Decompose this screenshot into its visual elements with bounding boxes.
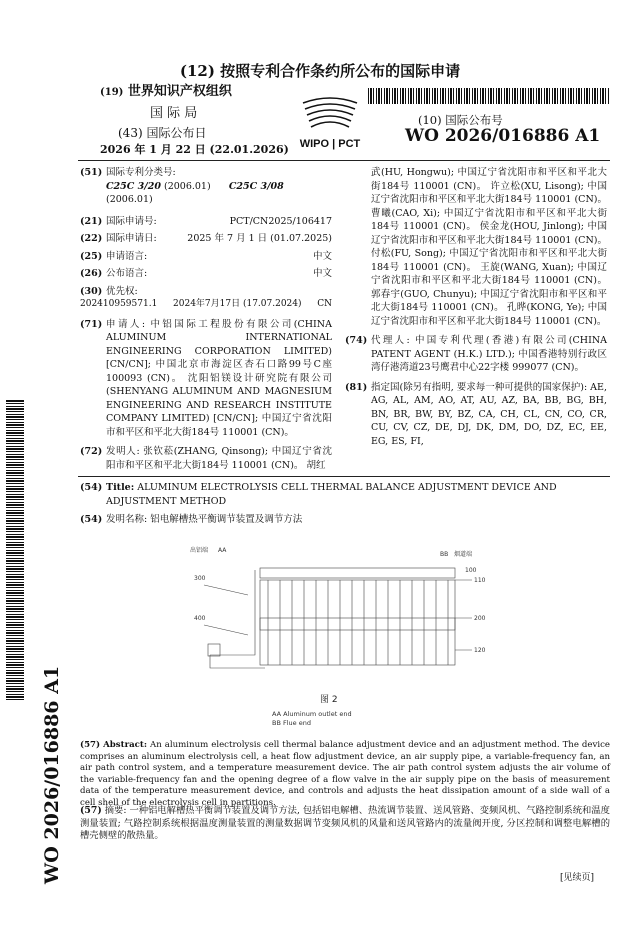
org-line1: 世界知识产权组织 bbox=[127, 84, 232, 99]
fig-ref-100: 100 bbox=[465, 567, 477, 574]
continued-note: [见续页] bbox=[560, 873, 595, 883]
fig-label-aa-cn: 出铝端 bbox=[190, 547, 209, 554]
side-pubno: WO 2026/016886 A1 bbox=[41, 665, 63, 885]
field-30 bbox=[80, 285, 332, 299]
fig-top-frame bbox=[260, 568, 455, 578]
pubdate-value: 2026 年 1 月 22 日 (22.01.2026) bbox=[100, 143, 289, 156]
org-label: (19) bbox=[100, 87, 124, 98]
field-81-num: (81) bbox=[345, 381, 368, 393]
fig-ref-120: 120 bbox=[474, 647, 486, 654]
abstract-en-label: Abstract: bbox=[103, 740, 148, 750]
field-81 bbox=[345, 381, 607, 449]
field-21-label: 国际申请号: bbox=[106, 215, 157, 227]
title-cn-text: 铝电解槽热平衡调节装置及调节方法 bbox=[150, 514, 303, 525]
pubno-value: WO 2026/016886 A1 bbox=[405, 126, 601, 146]
pubdate-label: (43) 国际公布日 bbox=[118, 126, 207, 140]
ipc-class-2-date: (2006.01) bbox=[106, 194, 153, 205]
field-21 bbox=[80, 215, 332, 229]
fig-ref-400: 400 bbox=[194, 615, 206, 622]
field-72-text: 发明人: 张钦菘(ZHANG, Qinsong); 中国辽宁省沈阳市和平区和平北大街184号 110001 (CN)。 胡红 bbox=[106, 446, 332, 471]
title-en bbox=[80, 481, 610, 508]
fig-legend bbox=[272, 710, 352, 728]
field-51 bbox=[80, 166, 332, 180]
ipc-class-1: C25C 3/20 bbox=[106, 180, 161, 192]
fig-fan bbox=[208, 644, 220, 656]
org-line2: 国 际 局 bbox=[150, 106, 198, 121]
field-51-label: 国际专利分类号: bbox=[106, 167, 176, 178]
field-30-num: (30) bbox=[80, 285, 103, 297]
priority-date: 2024年7月17日 (17.07.2024) bbox=[173, 299, 302, 309]
field-54-num-cn: (54) bbox=[80, 514, 103, 525]
field-21-value: PCT/CN2025/106417 bbox=[229, 215, 332, 227]
field-72-num: (72) bbox=[80, 446, 103, 457]
ipc-class-2: C25C 3/08 bbox=[228, 180, 284, 192]
field-25-value: 中文 bbox=[312, 250, 332, 262]
bibliographic-left bbox=[80, 166, 332, 472]
barcode-top bbox=[368, 88, 610, 104]
fig-label-aa: AA bbox=[218, 547, 227, 554]
field-25 bbox=[80, 250, 332, 264]
priority-row bbox=[80, 298, 332, 312]
abstract-en-num: (57) bbox=[80, 740, 101, 750]
field-71-text: 申请人: 中铝国际工程股份有限公司(CHINA ALUMINUM INTERNATIONAL ENGINEERING CORPORATION LIMITED) [CN/CN]; 中国北京市海淀区杏石口路99号C座 100093 (CN)。 沈阳铝镁设计研究院有限公司(SHENYANG ALUMINUM AND MAGNESIUM ENGINEERING AND RESEARCH INSTITUTE COMPANY LIMITED) [CN/CN]; 中国辽宁省沈阳市和平区和平北大街184号 110001 (CN)。 bbox=[106, 318, 332, 438]
field-25-label: 申请语言: bbox=[106, 250, 148, 262]
title-en-label: Title: bbox=[106, 482, 135, 493]
fig-label-bb-cn: 烟道端 bbox=[454, 551, 473, 558]
field-30-label: 优先权: bbox=[106, 285, 138, 297]
wipo-pct-text: WIPO | PCT bbox=[299, 138, 361, 150]
abstract-cn-label: 摘要: bbox=[104, 805, 127, 816]
document-title: (12) 按照专利合作条约所公布的国际申请 bbox=[179, 62, 461, 80]
inventors-continued: 武(HU, Hongwu); 中国辽宁省沈阳市和平区和平北大街184号 110001 (CN)。 许立松(XU, Lisong); 中国辽宁省沈阳市和平区和平北大街184号 110001 (CN)。 曹曦(CAO, Xi); 中国辽宁省沈阳市和平区和平北大街184号 110001 (CN)。 侯金龙(HOU, Jinlong); 中国辽宁省沈阳市和平区和平北大街184号 110001 (CN)。 付松(FU, Song); 中国辽宁省沈阳市和平区和平北大街184号 110001 (CN)。 王旋(WANG, Xuan); 中国辽宁省沈阳市和平区和平北大街184号 110001 (CN)。 郭春宇(GUO, Chunyu); 中国辽宁省沈阳市和平区和平北大街184号 110001 (CN)。 孔晔(KONG, Ye); 中国辽宁省沈阳市和平区和平北大街184号 110001 (CN)。 bbox=[371, 167, 607, 327]
field-26-num: (26) bbox=[80, 268, 103, 279]
pubno-label: (10) 国际公布号 bbox=[418, 113, 503, 127]
fig-legend-bb: BB Flue end bbox=[272, 719, 311, 727]
fig-ref-200: 200 bbox=[474, 615, 486, 622]
patent-figure bbox=[190, 540, 490, 720]
fig-cell-body bbox=[260, 580, 455, 665]
field-26-value: 中文 bbox=[312, 268, 332, 279]
field-74-text: 代理人: 中国专利代理(香港)有限公司(CHINA PATENT AGENT (H.K.) LTD.); 中国香港特别行政区湾仔港湾道23号鹰君中心22字楼 999077 (CN)。 bbox=[371, 335, 607, 373]
abstract-cn-text: 一种铝电解槽热平衡调节装置及调节方法, 包括铝电解槽、热流调节装置、送风管路、变频风机、气路控制系统和温度测量装置; 气路控制系统根据温度测量装置的测量数据调节变频风机的风量和送风管路内的流量阀开度, 分区控制和调整电解槽的槽壳侧壁的散热量。 bbox=[80, 805, 610, 841]
field-71 bbox=[80, 318, 332, 440]
fig-band bbox=[260, 618, 455, 630]
field-22-num: (22) bbox=[80, 233, 103, 244]
field-81-text: 指定国(除另有指明, 要求每一种可提供的国家保护): AE, AG, AL, AM, AO, AT, AU, AZ, BA, BB, BG, BH, BN, BR, BW, BY, BZ, CA, CH, CL, CN, CO, CR, CU, CV, CZ, DE, DJ, DK, DM, DO, DZ, EC, EE, EG, ES, FI, bbox=[371, 381, 607, 447]
ipc-class-1-date: (2006.01) bbox=[163, 180, 211, 192]
field-72 bbox=[80, 445, 332, 472]
title-section bbox=[80, 481, 610, 527]
title-cn-label: 发明名称: bbox=[106, 514, 148, 525]
field-74 bbox=[345, 334, 607, 375]
field-54-num: (54) bbox=[80, 482, 103, 493]
fig-caption: 图 2 bbox=[320, 695, 338, 705]
abstract-en-text: An aluminum electrolysis cell thermal balance adjustment device and an adjustment method. The device comprises an aluminum electrolysis cell, a heat flow adjustment device, an air supply pipe, a variable-frequency fan, an air path control system, and a temperature measurement device. The air path control system adjusts the air volume of the variable-frequency fan and the opening degree of a flow valve in the air supply pipe on the basis of measurement data of the temperature measurement device, and controls and adjusts the heat dissipation amount of a side wall of a cell shell of the electrolysis cell in partitions. bbox=[80, 740, 610, 808]
title-en-text: ALUMINUM ELECTROLYSIS CELL THERMAL BALANCE ADJUSTMENT DEVICE AND ADJUSTMENT METHOD bbox=[106, 482, 557, 507]
field-51-num: (51) bbox=[80, 167, 103, 178]
field-26-label: 公布语言: bbox=[106, 268, 148, 279]
abstract-cn bbox=[80, 805, 610, 843]
priority-app-no: 202410959571.1 bbox=[80, 299, 158, 309]
title-divider bbox=[78, 476, 610, 477]
header-divider bbox=[78, 160, 610, 161]
priority-country: CN bbox=[317, 299, 332, 309]
fig-ref-110: 110 bbox=[474, 577, 486, 584]
field-71-num: (71) bbox=[80, 318, 103, 330]
field-21-num: (21) bbox=[80, 215, 103, 227]
bibliographic-right bbox=[345, 166, 607, 448]
org-block bbox=[100, 85, 232, 100]
fig-drawing bbox=[204, 568, 472, 668]
field-22 bbox=[80, 232, 332, 246]
field-22-value: 2025 年 7 月 1 日 (01.07.2025) bbox=[187, 233, 332, 244]
field-74-num: (74) bbox=[345, 335, 368, 346]
title-cn bbox=[80, 513, 610, 527]
field-22-label: 国际申请日: bbox=[106, 233, 157, 244]
fig-legend-aa: AA Aluminum outlet end bbox=[272, 710, 352, 718]
abstract-en bbox=[80, 740, 610, 809]
field-26 bbox=[80, 267, 332, 281]
field-51-classes bbox=[80, 180, 332, 207]
fig-label-bb: BB bbox=[440, 551, 449, 558]
field-25-num: (25) bbox=[80, 250, 103, 262]
fig-ref-300: 300 bbox=[194, 575, 206, 582]
barcode-side bbox=[6, 400, 24, 700]
abstract-cn-num: (57) bbox=[80, 805, 102, 816]
